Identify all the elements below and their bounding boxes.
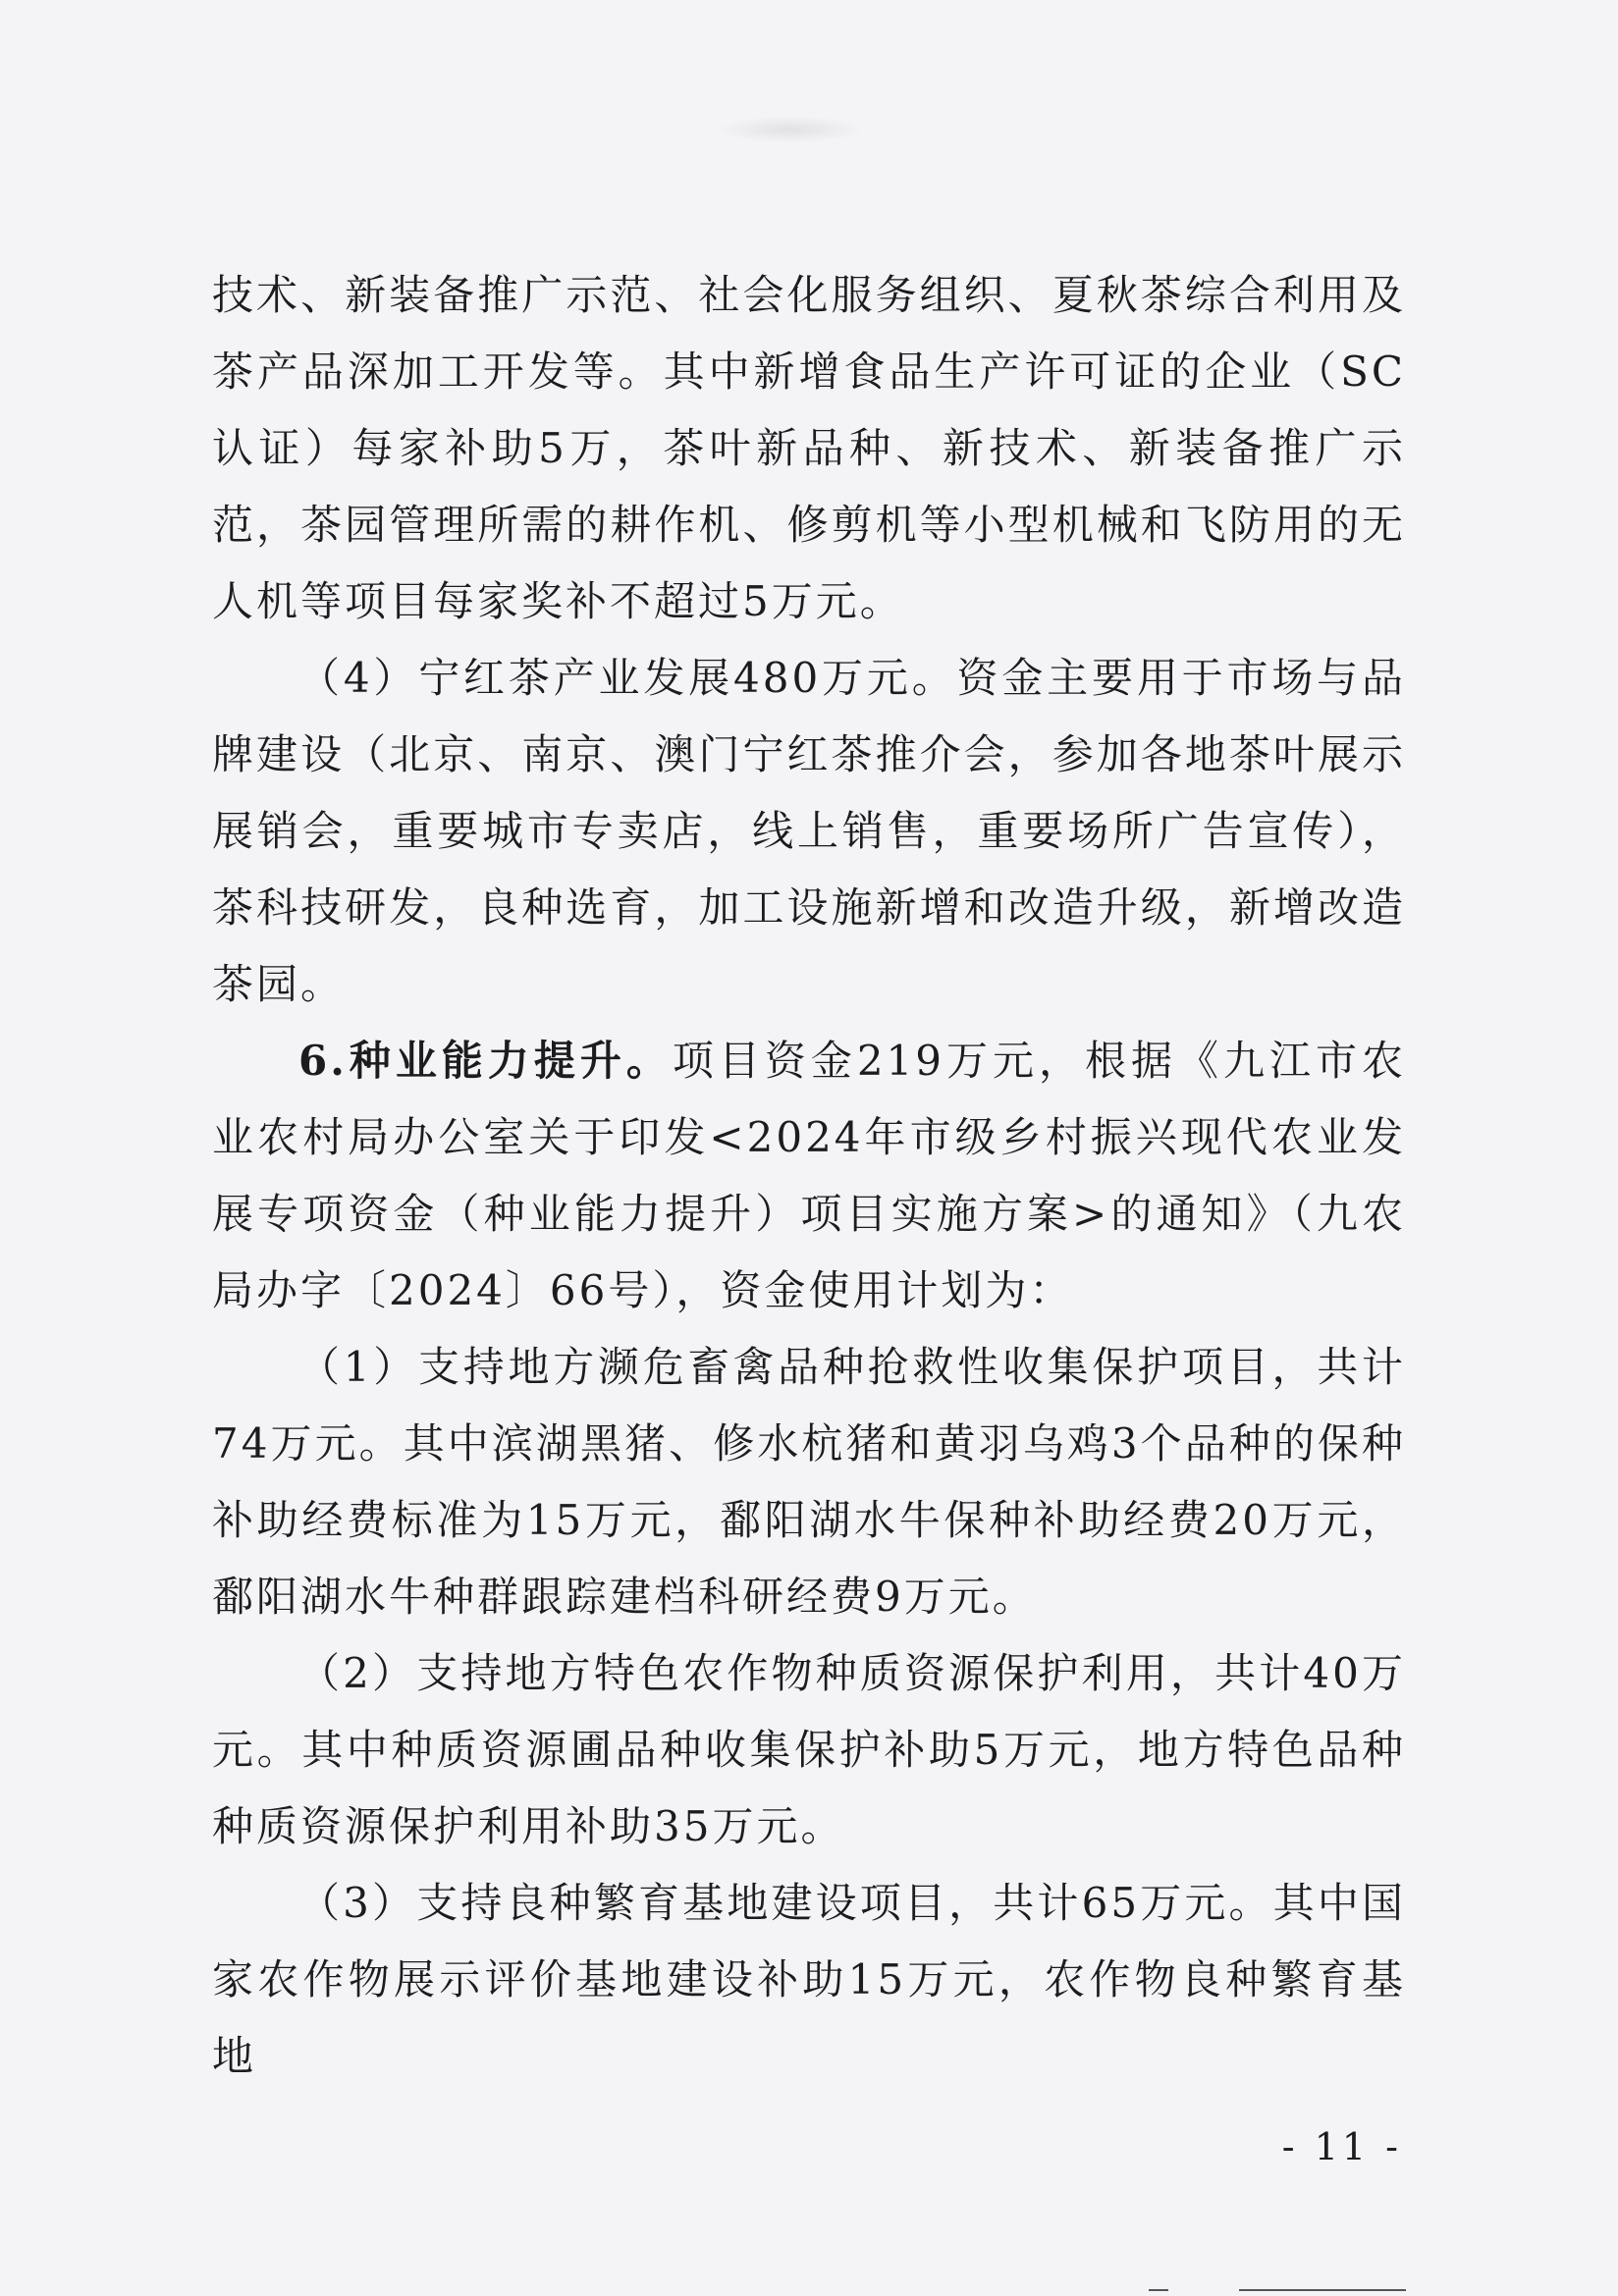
paragraph-seed-industry <box>212 1023 1406 1329</box>
section-body-seed-industry: 项目资金219万元，根据《九江市农业农村局办公室关于印发<2024年市级乡村振兴现代农业发展专项资金（种业能力提升）项目实施方案>的通知》（九农局办字〔2024〕66号），资金使用计划为： <box>212 1037 1406 1314</box>
paragraph-ninghong-tea: （4）宁红茶产业发展480万元。资金主要用于市场与品牌建设（北京、南京、澳门宁红茶推介会，参加各地茶叶展示展销会，重要城市专卖店，线上销售，重要场所广告宣传），茶科技研发，良种选育，加工设施新增和改造升级，新增改造茶园。 <box>212 654 1406 1008</box>
paragraph-tea-tech: 技术、新装备推广示范、社会化服务组织、夏秋茶综合利用及茶产品深加工开发等。其中新增食品生产许可证的企业（SC认证）每家补助5万，茶叶新品种、新技术、新装备推广示范，茶园管理所需的耕作机、修剪机等小型机械和飞防用的无人机等项目每家奖补不超过5万元。 <box>212 271 1406 625</box>
footer-mark <box>1149 2289 1168 2291</box>
paragraph-livestock-protection: （1）支持地方濒危畜禽品种抢救性收集保护项目，共计74万元。其中滨湖黑猪、修水杭猪和黄羽乌鸡3个品种的保种补助经费标准为15万元，鄱阳湖水牛保种补助经费20万元，鄱阳湖水牛种群跟踪建档科研经费9万元。 <box>212 1343 1406 1621</box>
page-number: - 11 - <box>1281 2125 1402 2168</box>
paragraph-breeding-base: （3）支持良种繁育基地建设项目，共计65万元。其中国家农作物展示评价基地建设补助15万元，农作物良种繁育基地 <box>212 1879 1406 2080</box>
document-body <box>212 257 1406 2095</box>
footer-rule <box>1239 2289 1406 2291</box>
paragraph-crop-germplasm: （2）支持地方特色农作物种质资源保护利用，共计40万元。其中种质资源圃品种收集保护补助5万元，地方特色品种种质资源保护利用补助35万元。 <box>212 1649 1406 1850</box>
section-heading-seed-industry: 6.种业能力提升。 <box>298 1037 673 1085</box>
scan-artifact <box>717 116 864 143</box>
